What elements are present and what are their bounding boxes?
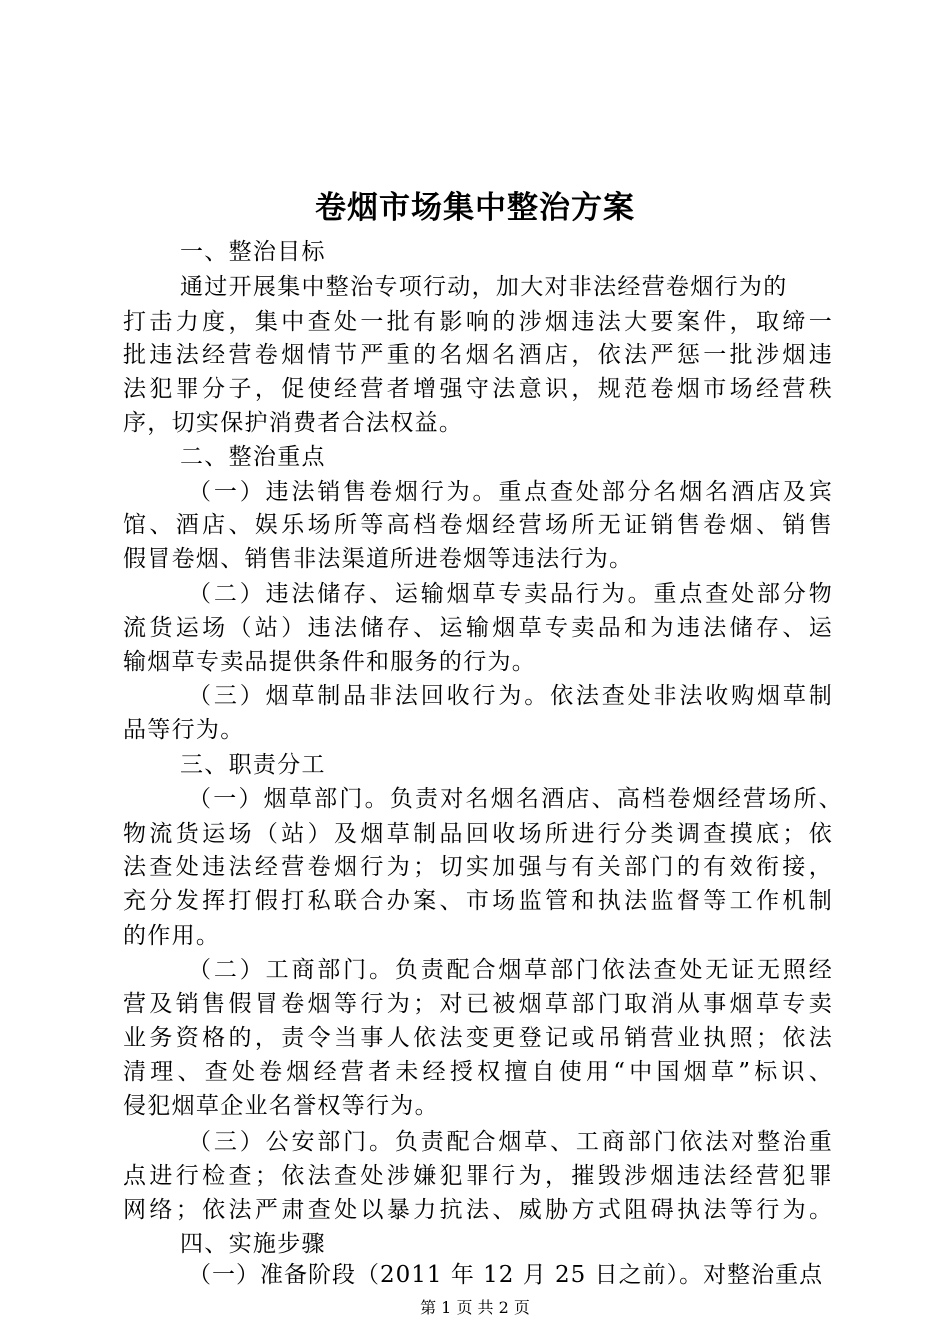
page-footer: 第 1 页 共 2 页 (420, 1298, 530, 1317)
paragraph-line: （三）烟草制品非法回收行为。依法查处非法收购烟草制 (188, 683, 833, 709)
paragraph-line: 业务资格的，责令当事人依法变更登记或吊销营业执照；依法 (123, 1025, 833, 1051)
paragraph-line: 充分发挥打假打私联合办案、市场监管和执法监督等工作机制 (123, 888, 833, 914)
section-heading: 二、整治重点 (180, 444, 326, 470)
paragraph-line: 馆、酒店、娱乐场所等高档卷烟经营场所无证销售卷烟、销售 (123, 512, 833, 538)
paragraph-line: 批违法经营卷烟情节严重的名烟名酒店，依法严惩一批涉烟违 (123, 342, 833, 368)
section-heading: 三、职责分工 (180, 752, 326, 778)
document-title: 卷烟市场集中整治方案 (315, 190, 635, 226)
paragraph-line: 法犯罪分子，促使经营者增强守法意识，规范卷烟市场经营秩 (123, 376, 833, 402)
paragraph-line: 物流货运场（站）及烟草制品回收场所进行分类调查摸底；依 (123, 821, 833, 847)
paragraph-line: 点进行检查；依法查处涉嫌犯罪行为，摧毁涉烟违法经营犯罪 (123, 1163, 833, 1189)
paragraph-line: 侵犯烟草企业名誉权等行为。 (123, 1093, 439, 1119)
paragraph-line: 营及销售假冒卷烟等行为；对已被烟草部门取消从事烟草专卖 (123, 991, 833, 1017)
paragraph-line: 打击力度，集中查处一批有影响的涉烟违法大要案件，取缔一 (123, 309, 833, 335)
paragraph-line: 流货运场（站）违法储存、运输烟草专卖品和为违法储存、运 (123, 615, 833, 641)
paragraph-line: 清理、查处卷烟经营者未经授权擅自使用“中国烟草”标识、 (123, 1059, 833, 1085)
paragraph-line: 通过开展集中整治专项行动，加大对非法经营卷烟行为的 (180, 274, 788, 300)
paragraph-line: （一）准备阶段（2011 年 12 月 25 日之前）。对整治重点 (188, 1262, 824, 1288)
paragraph-line: 法查处违法经营卷烟行为；切实加强与有关部门的有效衔接， (123, 854, 833, 880)
paragraph-line: 网络；依法严肃查处以暴力抗法、威胁方式阻碍执法等行为。 (123, 1197, 833, 1223)
paragraph-line: 输烟草专卖品提供条件和服务的行为。 (123, 649, 537, 675)
paragraph-line: 假冒卷烟、销售非法渠道所进卷烟等违法行为。 (123, 546, 634, 572)
paragraph-line: 的作用。 (123, 923, 221, 949)
paragraph-line: （一）烟草部门。负责对名烟名酒店、高档卷烟经营场所、 (188, 786, 843, 812)
paragraph-line: 品等行为。 (123, 717, 245, 743)
paragraph-line: （一）违法销售卷烟行为。重点查处部分名烟名酒店及宾 (188, 479, 833, 505)
section-heading: 四、实施步骤 (180, 1231, 326, 1257)
paragraph-line: （二）工商部门。负责配合烟草部门依法查处无证无照经 (188, 957, 833, 983)
paragraph-line: （二）违法储存、运输烟草专卖品行为。重点查处部分物 (188, 581, 833, 607)
section-heading: 一、整治目标 (180, 239, 326, 265)
paragraph-line: 序，切实保护消费者合法权益。 (123, 410, 464, 436)
paragraph-line: （三）公安部门。负责配合烟草、工商部门依法对整治重 (188, 1129, 833, 1155)
